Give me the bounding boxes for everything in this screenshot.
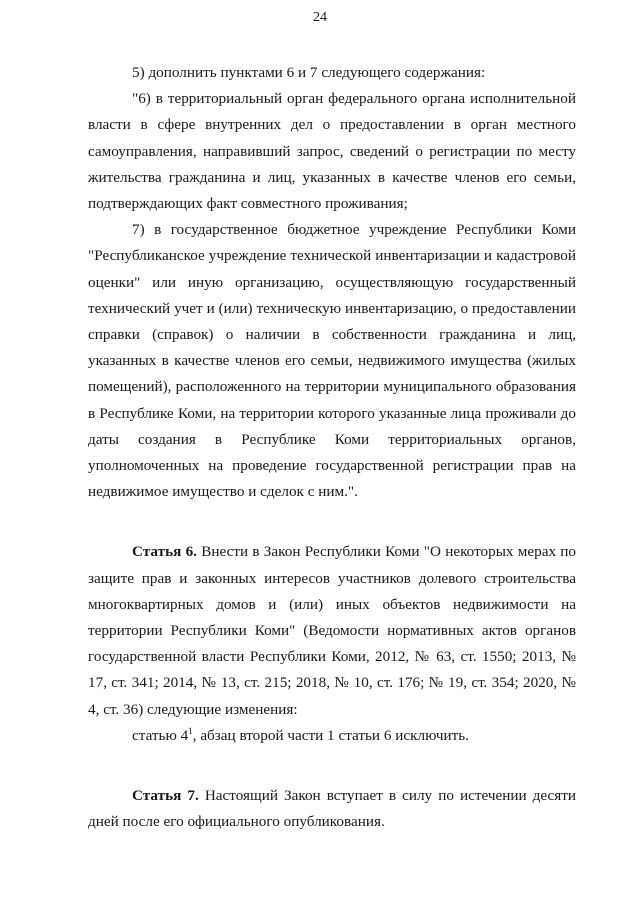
document-body xyxy=(88,60,576,835)
page-number: 24 xyxy=(313,10,327,25)
article-7 xyxy=(88,783,576,835)
article-6-item-rest: , абзац второй части 1 статьи 6 исключить. xyxy=(192,726,469,744)
paragraph-item-6: "6) в территориальный орган федерального органа исполнительной власти в сфере внутренних дел о предоставлении в орган местного самоуправления, направивший запрос, сведений о регистрации по месту жительства гражданина и лиц, указанных в качестве членов его семьи, подтверждающих факт совместного проживания; xyxy=(88,90,576,213)
article-6-text: Внести в Закон Республики Коми "О некоторых мерах по защите прав и законных интересов участников долевого строительства многоквартирных домов и (или) иных объектов недвижимости на территории Республики Коми" (Ведомости нормативных актов органов государственной власти Республики Коми, 2012, № 63, ст. 1550; 2013, № 17, ст. 341; 2014, № 13, ст. 215; 2018, № 10, ст. 176; № 19, ст. 354; 2020, № 4, ст. 36) следующие изменения: xyxy=(88,543,577,718)
paragraph-item-7: 7) в государственное бюджетное учреждение Республики Коми "Республиканское учреждение технической инвентаризации и кадастровой оценки" или иную организацию, осуществляющую государственный технический учет и (или) техническую инвентаризацию, о предоставлении справки (справок) о наличии в собственности гражданина и лиц, указанных в качестве членов его семьи, недвижимого имущества (жилых помещений), расположенного на территории муниципального образования в Республике Коми, на территории которого указанные лица проживали до даты создания в Республике Коми территориальных органов, уполномоченных на проведение государственной регистрации прав на недвижимое имущество и сделок с ним.". xyxy=(88,221,576,501)
article-7-text: Настоящий Закон вступает в силу по истечении десяти дней после его официального опубликования. xyxy=(88,787,576,831)
article-6-item xyxy=(88,723,576,749)
article-6 xyxy=(88,539,576,722)
paragraph-item-5: 5) дополнить пунктами 6 и 7 следующего содержания: xyxy=(132,64,486,81)
article-7-title: Статья 7. xyxy=(132,787,199,805)
article-6-title: Статья 6. xyxy=(132,543,197,561)
article-6-item-text: статью 4 xyxy=(132,726,189,744)
superscript: 1 xyxy=(188,725,193,736)
